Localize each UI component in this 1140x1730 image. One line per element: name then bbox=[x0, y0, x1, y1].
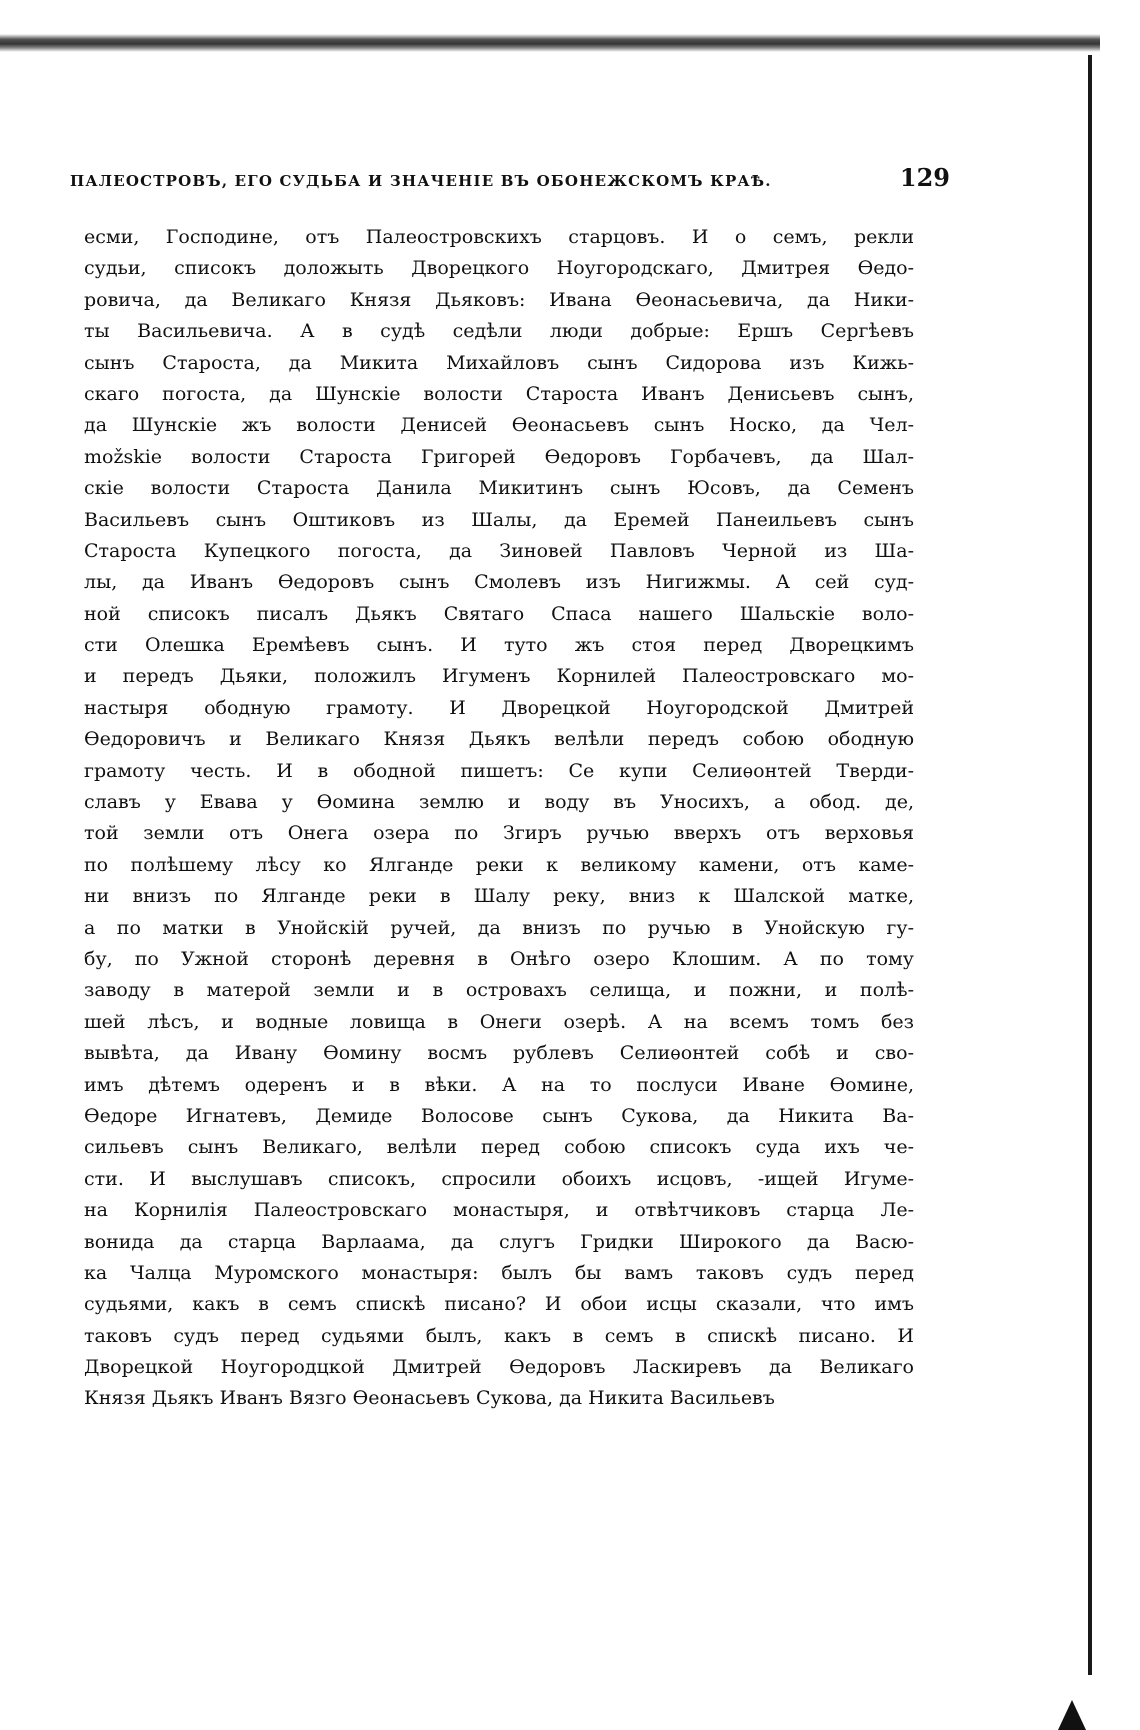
text-line: Князя Дьякъ Иванъ Вязго Өеонасьевъ Сукова, да Никита Васильевъ bbox=[84, 1387, 775, 1410]
text-line: бу, по Ужной сторонѣ деревня в Онѣго озеро Клошим. А по тому bbox=[84, 947, 914, 970]
text-line: ной списокъ писалъ Дьякъ Святаго Спаса нашего Шальскіе воло- bbox=[84, 602, 914, 625]
page-number: 129 bbox=[899, 163, 950, 192]
text-line: Дворецкой Ноугородцкой Дмитрей Өедоровъ Ласкиревъ да Великаго bbox=[84, 1356, 914, 1379]
text-line: ты Васильевича. А в судѣ седѣли люди добрые: Ершъ Сергѣевъ bbox=[84, 320, 914, 343]
text-line: Өедоре Игнатевъ, Демиде Волосове сынъ Сукова, да Никита Ва- bbox=[84, 1104, 914, 1127]
text-line: славъ у Евава у Өомина землю и воду въ Уносихъ, а обод. де, bbox=[84, 791, 914, 814]
text-line: таковъ судъ перед судьями былъ, какъ в семъ в спискѣ писано. И bbox=[84, 1324, 914, 1347]
text-line: вонида да старца Варлаама, да слугъ Гридки Широкого да Васю- bbox=[84, 1230, 914, 1253]
scan-edge-top bbox=[0, 34, 1100, 52]
text-line: скаго погоста, да Шунскіе волости Староста Иванъ Денисьевъ сынъ, bbox=[84, 382, 914, 405]
text-line: Өедоровичъ и Великаго Князя Дьякъ велѣли передъ собою ободную bbox=[84, 728, 914, 751]
page-header bbox=[70, 163, 950, 203]
text-line: да Шунскіе жъ волости Денисей Өеонасьевъ сынъ Носко, да Чел- bbox=[84, 414, 914, 437]
text-line: вывѣта, да Ивану Өомину восмъ рублевъ Селиѳонтей собѣ и сво- bbox=[84, 1042, 914, 1065]
text-line: а по матки в Унойскій ручей, да внизъ по ручью в Унойскую гу- bbox=[84, 916, 914, 939]
text-line: судьями, какъ в семъ спискѣ писано? И обои исцы сказали, что имъ bbox=[84, 1293, 914, 1316]
body-text bbox=[84, 222, 914, 1415]
text-line: ровича, да Великаго Князя Дьяковъ: Ивана Өеонасьевича, да Ники- bbox=[84, 288, 914, 311]
text-line: сти. И выслушавъ списокъ, спросили обоихъ исцовъ, -ищей Игуме- bbox=[84, 1167, 914, 1190]
text-line: сильевъ сынъ Великаго, велѣли перед собою списокъ суда ихъ че- bbox=[84, 1136, 914, 1159]
text-line: по полѣшему лѣсу ко Ялганде реки к великому камени, отъ каме- bbox=[84, 853, 914, 876]
text-line: ка Чалца Муромского монастыря: былъ бы вамъ таковъ судъ перед bbox=[84, 1261, 914, 1284]
running-title: ПАЛЕОСТРОВЪ, ЕГО СУДЬБА И ЗНАЧЕНІЕ ВЪ ОБОНЕЖСКОМЪ КРАѢ. bbox=[70, 172, 772, 190]
scan-edge-right bbox=[1088, 55, 1092, 1675]
text-line: заводу в матерой земли и в островахъ селища, и пожни, и полѣ- bbox=[84, 979, 914, 1002]
text-line: скіе волости Староста Данила Микитинъ сынъ Юсовъ, да Семенъ bbox=[84, 477, 914, 500]
text-line: той земли отъ Онега озера по Згиръ ручью вверхъ отъ верховья bbox=[84, 822, 914, 845]
text-line: Васильевъ сынъ Оштиковъ из Шалы, да Еремей Панеильевъ сынъ bbox=[84, 508, 914, 531]
text-line: грамоту честь. И в ободной пишетъ: Се купи Селиѳонтей Тверди- bbox=[84, 759, 914, 782]
text-line: имъ дѣтемъ одеренъ и в вѣки. А на то послуси Иване Өомине, bbox=[84, 1073, 914, 1096]
text-line: на Корнилія Палеостровскаго монастыря, и отвѣтчиковъ старца Ле- bbox=[84, 1199, 914, 1222]
text-line: шей лѣсъ, и водные ловища в Онеги озерѣ. А на всемъ томъ без bbox=[84, 1010, 914, 1033]
text-line: сынъ Староста, да Микита Михайловъ сынъ Сидорова изъ Кижь- bbox=[84, 351, 914, 374]
text-line: настыря ободную грамоту. И Дворецкой Ноугородской Дмитрей bbox=[84, 696, 914, 719]
text-line: ни внизъ по Ялганде реки в Шалу реку, вниз к Шалской матке, bbox=[84, 885, 914, 908]
text-line: лы, да Иванъ Өедоровъ сынъ Смолевъ изъ Нигижмы. А сей суд- bbox=[84, 571, 914, 594]
text-line: есми, Господине, отъ Палеостровскихъ старцовъ. И о семъ, рекли bbox=[84, 226, 914, 248]
text-line: сти Олешка Еремѣевъ сынъ. И туто жъ стоя перед Дворецкимъ bbox=[84, 634, 914, 657]
scan-corner-mark bbox=[1058, 1700, 1086, 1730]
text-line: možskie волости Староста Григорей Өедоровъ Горбачевъ, да Шал- bbox=[84, 445, 914, 468]
text-line: Староста Купецкого погоста, да Зиновей Павловъ Черной из Ша- bbox=[84, 539, 914, 562]
text-line: судьи, списокъ доложыть Дворецкого Ноугородскаго, Дмитрея Өедо- bbox=[84, 257, 914, 280]
text-line: и передъ Дьяки, положилъ Игуменъ Корнилей Палеостровскаго мо- bbox=[84, 665, 914, 688]
